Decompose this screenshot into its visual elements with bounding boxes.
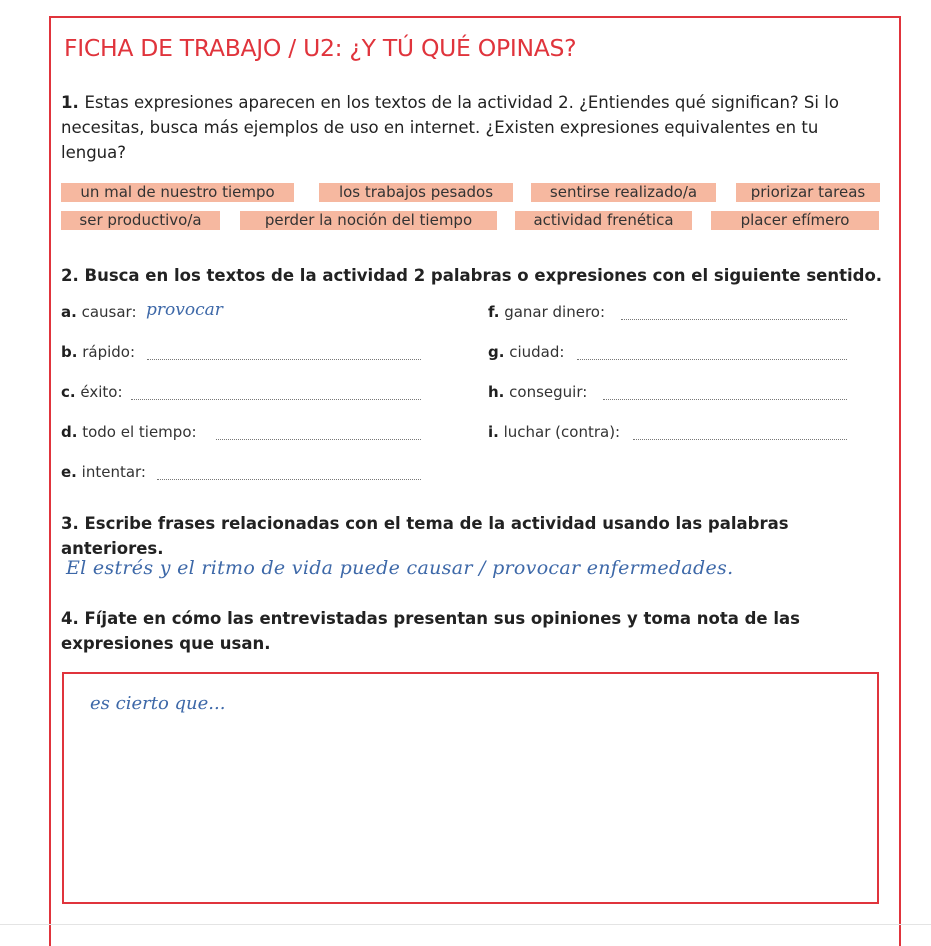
worksheet-title: FICHA DE TRABAJO / U2: ¿Y TÚ QUÉ OPINAS?: [64, 34, 577, 62]
item-h: [488, 383, 587, 401]
expression-chip: ser productivo/a: [61, 211, 220, 230]
item-label: todo el tiempo:: [82, 423, 197, 441]
answer-3: El estrés y el ritmo de vida puede causar / provocar enfermedades.: [66, 557, 734, 579]
expression-chip: un mal de nuestro tiempo: [61, 183, 294, 202]
answer-line-e[interactable]: [157, 479, 421, 480]
item-letter: f.: [488, 303, 500, 321]
item-letter: g.: [488, 343, 505, 361]
answer-a: provocar: [146, 300, 223, 320]
question-1-number: 1.: [61, 93, 79, 112]
expression-chip: placer efímero: [711, 211, 879, 230]
item-d: [61, 423, 197, 441]
answer-line-i[interactable]: [633, 439, 847, 440]
question-3-number: 3.: [61, 514, 79, 533]
item-label: causar:: [81, 303, 137, 321]
expression-chip: los trabajos pesados: [319, 183, 513, 202]
answer-line-d[interactable]: [216, 439, 421, 440]
answer-line-c[interactable]: [131, 399, 421, 400]
item-i: [488, 423, 620, 441]
question-1: [61, 90, 886, 165]
item-letter: h.: [488, 383, 505, 401]
item-label: conseguir:: [509, 383, 588, 401]
question-3-text: Escribe frases relacionadas con el tema de la actividad usando las palabras anteriores.: [61, 514, 789, 558]
page-bottom-divider: [0, 924, 931, 925]
item-label: ganar dinero:: [504, 303, 606, 321]
question-2-text: Busca en los textos de la actividad 2 palabras o expresiones con el siguiente sentido.: [84, 266, 883, 285]
answer-line-g[interactable]: [577, 359, 847, 360]
question-3: [61, 511, 886, 561]
answer-line-b[interactable]: [147, 359, 421, 360]
question-4-number: 4.: [61, 609, 79, 628]
question-2: [61, 263, 886, 288]
question-4-text: Fíjate en cómo las entrevistadas presentan sus opiniones y toma nota de las expresiones que usan.: [61, 609, 800, 653]
expression-chip: priorizar tareas: [736, 183, 880, 202]
item-c: [61, 383, 123, 401]
item-label: éxito:: [80, 383, 123, 401]
item-a: [61, 303, 137, 321]
expression-chip: sentirse realizado/a: [531, 183, 716, 202]
answer-line-f[interactable]: [621, 319, 847, 320]
item-label: luchar (contra):: [503, 423, 621, 441]
item-e: [61, 463, 146, 481]
question-2-number: 2.: [61, 266, 79, 285]
item-label: rápido:: [82, 343, 136, 361]
item-letter: e.: [61, 463, 77, 481]
item-b: [61, 343, 135, 361]
answer-line-h[interactable]: [603, 399, 847, 400]
question-1-text: Estas expresiones aparecen en los textos de la actividad 2. ¿Entiendes qué significan? Si lo necesitas, busca más ejemplos de uso en internet. ¿Existen expresiones equivalentes en tu lengua?: [61, 93, 839, 162]
question-4: [61, 606, 801, 656]
item-label: ciudad:: [509, 343, 565, 361]
item-g: [488, 343, 564, 361]
item-letter: c.: [61, 383, 76, 401]
item-label: intentar:: [81, 463, 146, 481]
answer-4: es cierto que...: [90, 693, 226, 714]
expression-chip: perder la noción del tiempo: [240, 211, 497, 230]
item-letter: d.: [61, 423, 78, 441]
item-letter: i.: [488, 423, 499, 441]
item-letter: a.: [61, 303, 77, 321]
item-letter: b.: [61, 343, 78, 361]
expression-chip: actividad frenética: [515, 211, 692, 230]
item-f: [488, 303, 605, 321]
